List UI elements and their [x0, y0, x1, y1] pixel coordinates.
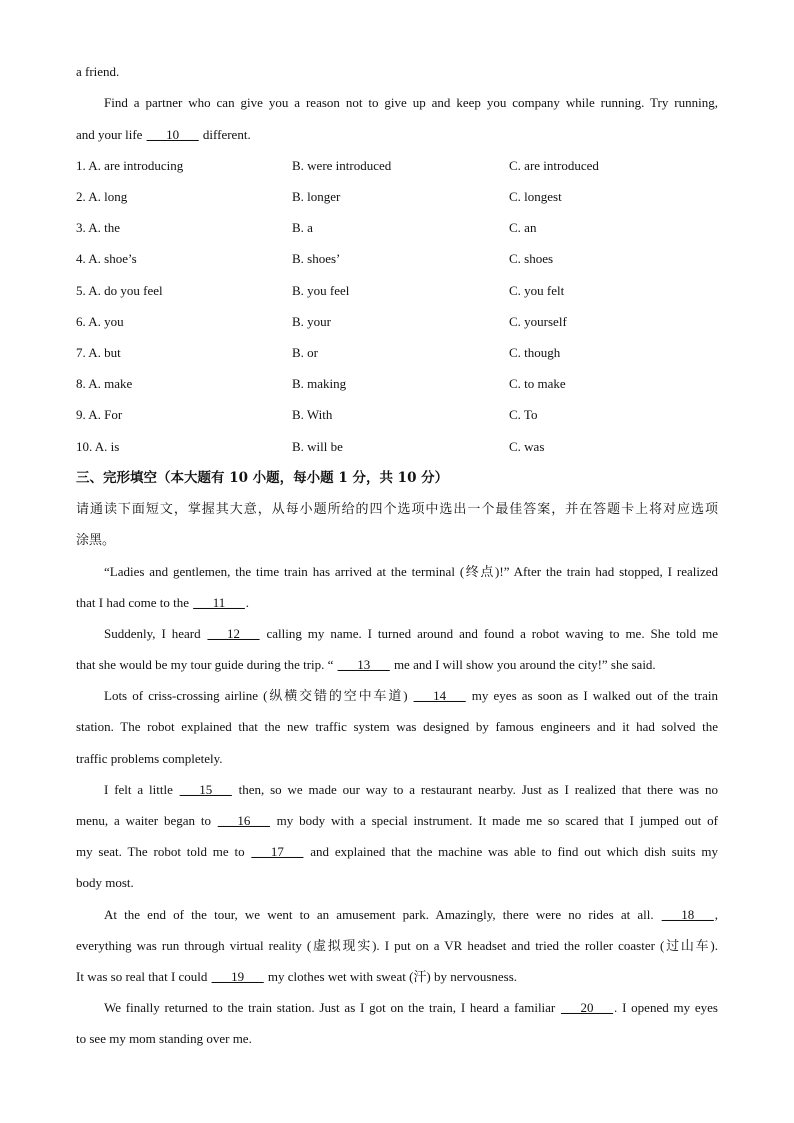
text-line: Find a partner who can give you a reason not to give up and keep you company while running. Try running, [104, 95, 718, 110]
option-5-a: 5. A. do you feel [76, 283, 163, 298]
text-line: “Ladies and gentlemen, the time train has arrived at the terminal (终点)!” After the train had stopped, I realized [104, 564, 718, 579]
option-10-a: 10. A. is [76, 439, 120, 454]
text-segment: Suddenly, I heard [104, 626, 207, 641]
text-segment: . I opened my eyes [614, 1000, 718, 1015]
blank-20: ___20___ [561, 1000, 614, 1015]
option-2-b: B. longer [292, 189, 341, 204]
text-line [104, 687, 718, 705]
text-segment: Lots of criss-crossing airline (纵横交错的空中车道) [104, 688, 413, 703]
text-line: everything was run through virtual reality (虚拟现实). I put on a VR headset and tried the roller coaster (过山车). [76, 938, 718, 953]
option-1-a: 1. A. are introducing [76, 158, 184, 173]
instruction-line: 涂黑。 [76, 532, 116, 547]
text-segment: then, so we made our way to a restaurant nearby. Just as I realized that there was no [232, 782, 718, 797]
option-8-b: B. making [292, 376, 347, 391]
blank-14: ___14___ [413, 688, 466, 703]
blank-10: ___10___ [146, 127, 199, 142]
text-line [104, 625, 718, 643]
option-8-c: C. to make [509, 376, 566, 391]
blank-15: ___15___ [179, 782, 232, 797]
text-segment: my eyes as soon as I walked out of the train [466, 688, 718, 703]
blank-11: ___11___ [193, 595, 245, 610]
text-segment: different. [199, 127, 251, 142]
option-4-b: B. shoes’ [292, 251, 341, 266]
text-segment: that she would be my tour guide during the trip. “ [76, 657, 337, 672]
option-4-c: C. shoes [509, 251, 554, 266]
option-1-c: C. are introduced [509, 158, 599, 173]
text-line: traffic problems completely. [76, 751, 223, 766]
text-segment: At the end of the tour, we went to an amusement park. Amazingly, there were no rides at all. [104, 907, 661, 922]
text-line [104, 999, 718, 1017]
blank-17: ___17___ [251, 844, 304, 859]
section-heading: 三、完形填空（本大题有 10 小题，每小题 1 分，共 10 分） [76, 470, 449, 486]
option-9-b: B. With [292, 407, 333, 422]
option-9-c: C. To [509, 407, 538, 422]
text-line [104, 906, 718, 924]
option-4-a: 4. A. shoe’s [76, 251, 137, 266]
text-segment: and explained that the machine was able to find out which dish suits my [304, 844, 718, 859]
instruction-line: 请通读下面短文，掌握其大意，从每小题所给的四个选项中选出一个最佳答案，并在答题卡上将对应选项 [76, 501, 718, 516]
option-7-a: 7. A. but [76, 345, 121, 360]
text-segment: my body with a special instrument. It made me so scared that I jumped out of [270, 813, 718, 828]
text-segment: my seat. The robot told me to [76, 844, 251, 859]
blank-18: ___18___ [661, 907, 714, 922]
blank-12: ___12___ [207, 626, 260, 641]
option-3-b: B. a [292, 220, 313, 235]
option-2-c: C. longest [509, 189, 562, 204]
option-2-a: 2. A. long [76, 189, 128, 204]
option-7-b: B. or [292, 345, 318, 360]
text-line [76, 843, 718, 861]
text-line: to see my mom standing over me. [76, 1031, 252, 1046]
text-line [76, 968, 718, 986]
text-line [76, 656, 718, 674]
text-line [76, 594, 718, 612]
text-line [76, 812, 718, 830]
text-segment: menu, a waiter began to [76, 813, 217, 828]
text-segment: that I had come to the [76, 595, 193, 610]
text-segment: We finally returned to the train station. Just as I got on the train, I heard a familiar [104, 1000, 561, 1015]
text-segment: , [714, 907, 718, 922]
text-line: station. The robot explained that the new traffic system was designed by famous engineers and it had solved the [76, 719, 718, 734]
text-segment: me and I will show you around the city!” she said. [390, 657, 656, 672]
option-6-c: C. yourself [509, 314, 567, 329]
option-6-a: 6. A. you [76, 314, 124, 329]
option-1-b: B. were introduced [292, 158, 392, 173]
option-6-b: B. your [292, 314, 331, 329]
option-3-a: 3. A. the [76, 220, 121, 235]
text-segment: calling my name. I turned around and found a robot waving to me. She told me [260, 626, 718, 641]
blank-16: ___16___ [217, 813, 270, 828]
text-segment: my clothes wet with sweat (汗) by nervousness. [264, 969, 518, 984]
option-7-c: C. though [509, 345, 561, 360]
blank-13: ___13___ [337, 657, 390, 672]
option-10-c: C. was [509, 439, 545, 454]
text-line: a friend. [76, 64, 120, 79]
text-segment: I felt a little [104, 782, 179, 797]
option-8-a: 8. A. make [76, 376, 133, 391]
text-segment: . [245, 595, 250, 610]
option-9-a: 9. A. For [76, 407, 123, 422]
text-segment: and your life [76, 127, 146, 142]
text-line [104, 781, 718, 799]
blank-19: ___19___ [211, 969, 264, 984]
text-line: body most. [76, 875, 134, 890]
option-3-c: C. an [509, 220, 537, 235]
option-10-b: B. will be [292, 439, 343, 454]
text-line [76, 126, 718, 144]
text-segment: It was so real that I could [76, 969, 211, 984]
option-5-c: C. you felt [509, 283, 565, 298]
option-5-b: B. you feel [292, 283, 350, 298]
